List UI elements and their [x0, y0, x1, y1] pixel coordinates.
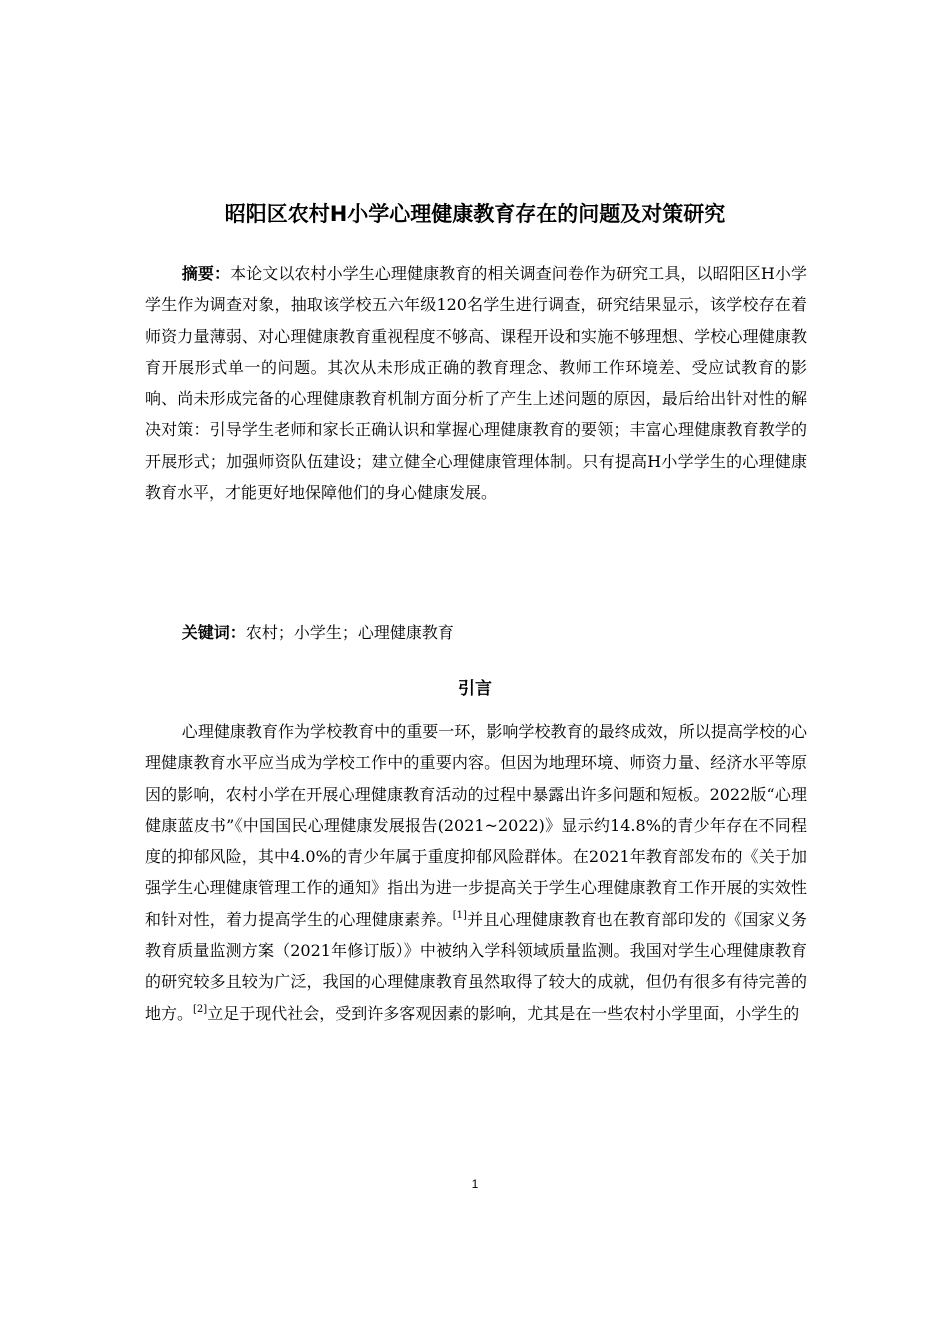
abstract-label: 摘要： [181, 264, 231, 283]
paper-title: 昭阳区农村H小学心理健康教育存在的问题及对策研究 [224, 202, 726, 226]
abstract-paragraph [145, 258, 807, 508]
introduction-paragraph [145, 716, 807, 1029]
introduction-text-part1: 心理健康教育作为学校教育中的重要一环，影响学校教育的最终成效，所以提高学校的心理健康教育水平应当成为学校工作中的重要内容。但因为地理环境、师资力量、经济水平等原因的影响，农村小学在开展心理健康教育活动的过程中暴露出许多问题和短板。2022版“心理健康蓝皮书”《中国国民心理健康发展报告(2021~2022)》显示约14.8%的青少年存在不同程度的抑郁风险，其中4.0%的青少年属于重度抑郁风险群体。在2021年教育部发布的《关于加强学生心理健康管理工作的通知》指出为进一步提高关于学生心理健康教育工作开展的实效性和针对性，着力提高学生的心理健康素养。 [145, 722, 807, 929]
introduction-text-part3: 立足于现代社会，受到许多客观因素的影响，尤其是在一些农村小学里面，小学生的 [207, 1003, 800, 1023]
citation-ref-1[interactable]: [1] [452, 909, 467, 921]
keywords-label: 关键词： [181, 623, 246, 642]
page-number: 1 [471, 1177, 479, 1191]
abstract-text: 本论文以农村小学生心理健康教育的相关调查问卷作为研究工具，以昭阳区H小学学生作为调查对象，抽取该学校五六年级120名学生进行调查，研究结果显示，该学校存在着师资力量薄弱、对心理健康教育重视程度不够高、课程开设和实施不够理想、学校心理健康教育开展形式单一的问题。其次从未形成正确的教育理念、教师工作环境差、受应试教育的影响、尚未形成完备的心理健康教育机制方面分析了产生上述问题的原因，最后给出针对性的解决对策：引导学生老师和家长正确认识和掌握心理健康教育的要领；丰富心理健康教育教学的开展形式；加强师资队伍建设；建立健全心理健康管理体制。只有提高H小学学生的心理健康教育水平，才能更好地保障他们的身心健康发展。 [145, 264, 807, 503]
keywords-text: 农村；小学生；心理健康教育 [245, 623, 454, 642]
introduction-heading: 引言 [458, 679, 492, 699]
citation-ref-2[interactable]: [2] [193, 1003, 208, 1015]
keywords-line [145, 617, 807, 648]
introduction-text-part2: 并且心理健康教育也在教育部印发的《国家义务教育质量监测方案（2021年修订版）》中被纳入学科领域质量监测。我国对学生心理健康教育的研究较多且较为广泛，我国的心理健康教育虽然取得了较大的成就，但仍有很多有待完善的地方。 [145, 909, 807, 1023]
